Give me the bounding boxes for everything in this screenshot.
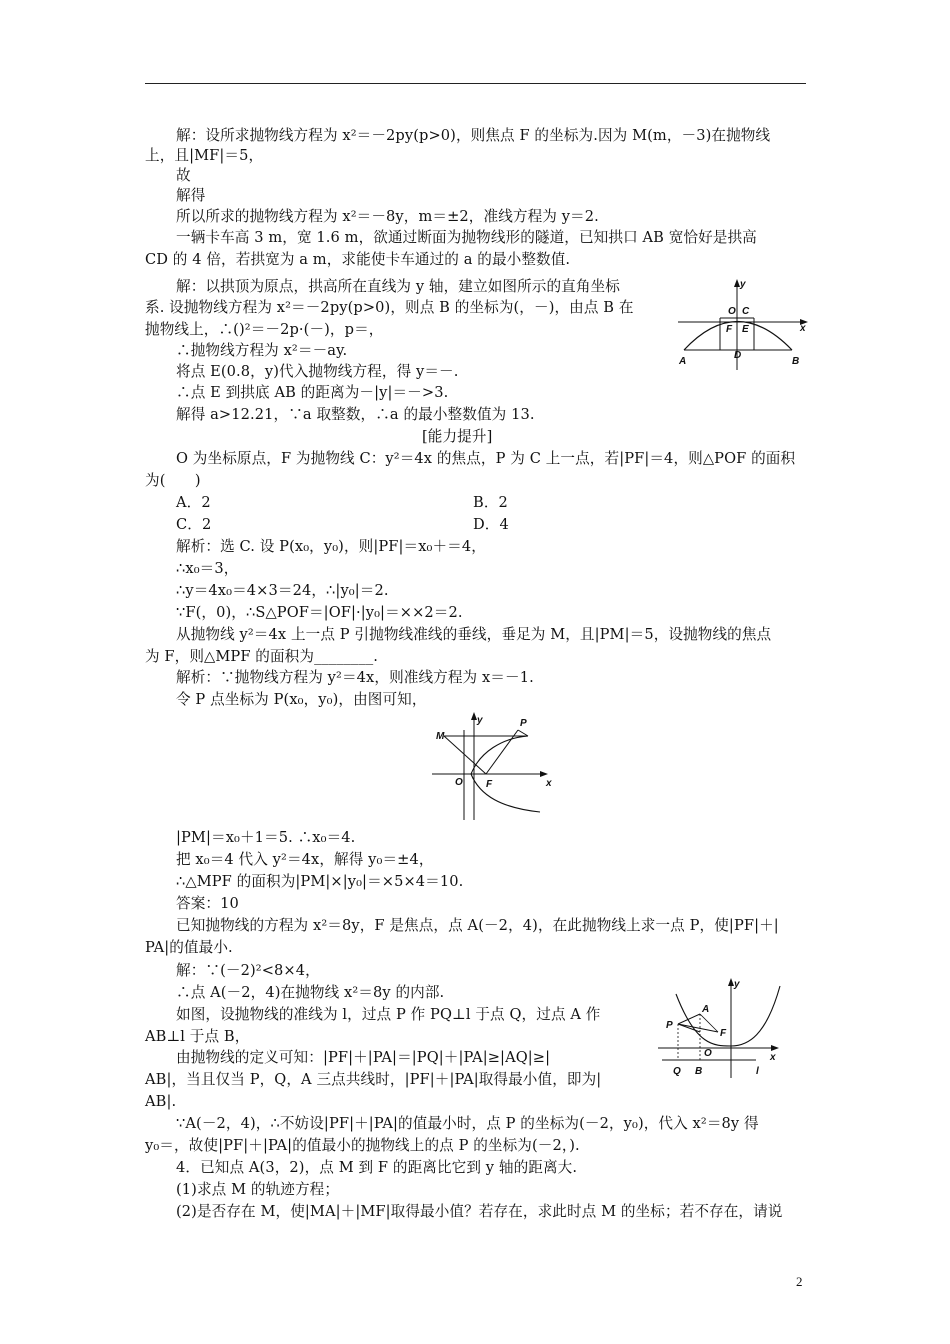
text-line: |PM|＝x₀＋1＝5. ∴x₀＝4. [176, 829, 356, 846]
fig2-label: O [455, 777, 463, 788]
fig2-label: y [477, 715, 483, 726]
text-line: 已知抛物线的方程为 x²＝8y，F 是焦点，点 A(－2，4)，在此抛物线上求一点 P，使|PF|＋| [176, 917, 779, 934]
text-line: 答案：10 [176, 895, 239, 912]
text-line: 为 F，则△MPF 的面积为________. [145, 648, 378, 665]
text-line: (2)是否存在 M，使|MA|＋|MF|取得最小值？若存在，求此时点 M 的坐标；若不存在，请说 [176, 1203, 783, 1220]
text-line: 解析：选 C. 设 P(x₀，y₀)，则|PF|＝x₀＋＝4， [176, 538, 486, 555]
fig1-label: B [792, 356, 800, 367]
fig3-label: A [702, 1004, 710, 1015]
tunnel-parabola-figure [676, 276, 812, 372]
header-rule [145, 83, 806, 84]
text-line: 一辆卡车高 3 m，宽 1.6 m，欲通过断面为抛物线形的隧道，已知拱口 AB 宽恰好是拱高 [176, 229, 757, 246]
fig1-label: D [734, 350, 742, 361]
text-line: 将点 E(0.8，y)代入抛物线方程，得 y＝－. [176, 363, 459, 380]
text-line: 解析：∵抛物线方程为 y²＝4x，则准线方程为 x＝－1. [176, 669, 534, 686]
text-line: PA|的值最小. [145, 939, 233, 956]
text-line: 为( ) [145, 472, 201, 489]
text-line: ∴抛物线方程为 x²＝－ay. [176, 342, 348, 359]
text-line: 从抛物线 y²＝4x 上一点 P 引抛物线准线的垂线，垂足为 M，且|PM|＝5，设抛物线的焦点 [176, 626, 772, 643]
section-title: [能力提升] [422, 428, 493, 445]
fig1-label: A [679, 356, 687, 367]
text-line: 令 P 点坐标为 P(x₀，y₀)，由图可知， [176, 691, 427, 708]
fig1-label: F [726, 324, 733, 335]
choice-c: C．2 [176, 516, 212, 533]
text-line: 所以所求的抛物线方程为 x²＝－8y，m＝±2，准线方程为 y＝2. [176, 208, 599, 225]
fig2-label: P [520, 718, 527, 729]
text-line: 上，且|MF|＝5， [145, 147, 264, 164]
text-line: 解：以拱顶为原点，拱高所在直线为 y 轴，建立如图所示的直角坐标 [176, 278, 620, 295]
fig3-label: Q [673, 1066, 681, 1077]
fig3-label: l [756, 1066, 759, 1077]
text-line: 抛物线上，∴()²＝－2p·(－)，p＝， [145, 321, 384, 338]
text-line: 把 x₀＝4 代入 y²＝4x，解得 y₀＝±4， [176, 851, 434, 868]
fig1-label: C [742, 306, 750, 317]
text-line: ∵F(，0)，∴S△POF＝|OF|·|y₀|＝××2＝2. [176, 604, 463, 621]
fig3-label: y [734, 979, 740, 990]
text-line: (1)求点 M 的轨迹方程； [176, 1181, 340, 1198]
text-line: ∴△MPF 的面积为|PM|×|y₀|＝×5×4＝10. [176, 873, 464, 890]
text-line: ∴点 E 到拱底 AB 的距离为－|y|＝－>3. [176, 384, 449, 401]
fig2-label: F [486, 779, 493, 790]
text-line: CD 的 4 倍，若拱宽为 a m，求能使卡车通过的 a 的最小整数值. [145, 251, 571, 268]
text-line: ∴y＝4x₀＝4×3＝24，∴|y₀|＝2. [176, 582, 389, 599]
text-line: 解：∵(－2)²<8×4， [176, 962, 320, 979]
page-number: 2 [796, 1274, 803, 1289]
text-line: 如图，设抛物线的准线为 l，过点 P 作 PQ⊥l 于点 Q，过点 A 作 [176, 1006, 601, 1023]
text-line: 系. 设抛物线方程为 x²＝－2py(p>0)，则点 B 的坐标为(，－)，由点 B 在 [145, 299, 634, 316]
text-line: ∴点 A(－2，4)在抛物线 x²＝8y 的内部. [176, 984, 445, 1001]
text-line: 由抛物线的定义可知：|PF|＋|PA|＝|PQ|＋|PA|≥|AQ|≥| [176, 1049, 551, 1066]
choice-d: D．4 [473, 516, 509, 533]
fig3-label: B [695, 1066, 703, 1077]
fig1-label: y [740, 279, 746, 290]
text-line: 解得 a>12.21，∵a 取整数，∴a 的最小整数值为 13. [176, 406, 535, 423]
text-line: ∴x₀＝3， [176, 560, 239, 577]
fig3-label: P [666, 1020, 673, 1031]
text-line: y₀＝，故使|PF|＋|PA|的值最小的抛物线上的点 P 的坐标为(－2，). [145, 1137, 580, 1154]
fig2-label: x [546, 778, 552, 789]
text-line: 故 [176, 167, 191, 184]
parabola-pa-figure [656, 976, 784, 1080]
text-line: O 为坐标原点，F 为抛物线 C：y²＝4x 的焦点，P 为 C 上一点，若|PF|＝4，则△POF 的面积 [176, 450, 796, 467]
fig1-label: O [728, 306, 736, 317]
fig1-label: E [742, 324, 749, 335]
fig3-label: O [704, 1048, 712, 1059]
fig3-label: x [770, 1052, 776, 1063]
text-line: AB|，当且仅当 P，Q，A 三点共线时，|PF|＋|PA|取得最小值，即为| [145, 1071, 602, 1088]
text-line: 解得 [176, 187, 206, 204]
text-line: AB⊥l 于点 B， [145, 1028, 250, 1045]
fig2-label: M [436, 731, 445, 742]
text-line: 解：设所求抛物线方程为 x²＝－2py(p>0)，则焦点 F 的坐标为.因为 M(m，－3)在抛物线 [176, 127, 771, 144]
text-line: 4．已知点 A(3，2)，点 M 到 F 的距离比它到 y 轴的距离大. [176, 1159, 578, 1176]
fig1-label: x [800, 323, 806, 334]
choice-b: B．2 [473, 494, 508, 511]
choice-a: A．2 [176, 494, 211, 511]
parabola-pm-figure [430, 710, 556, 822]
text-line: ∵A(－2，4)，∴不妨设|PF|＋|PA|的值最小时，点 P 的坐标为(－2，y₀)，代入 x²＝8y 得 [176, 1115, 759, 1132]
fig3-label: F [720, 1028, 727, 1039]
text-line: AB|. [145, 1093, 177, 1110]
